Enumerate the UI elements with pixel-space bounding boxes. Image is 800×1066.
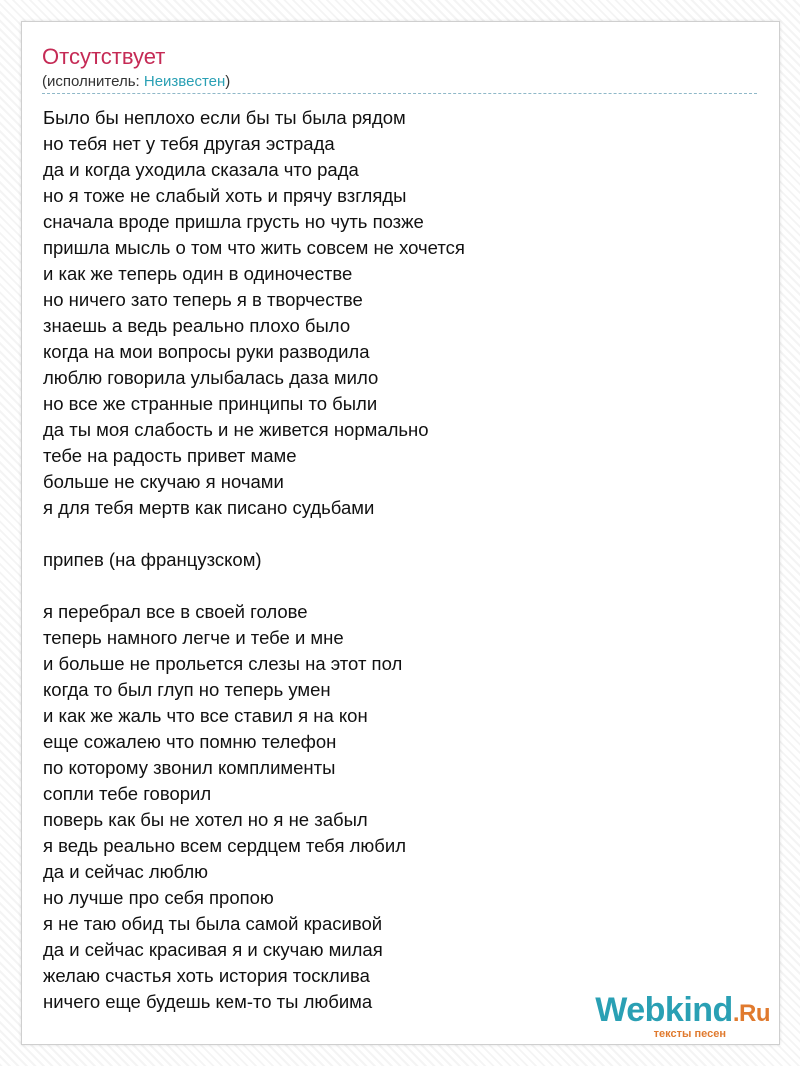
lyric-line: больше не скучаю я ночами	[43, 471, 284, 492]
watermark-brand	[595, 993, 770, 1031]
lyric-line: и больше не прольется слезы на этот пол	[43, 653, 403, 674]
lyric-line: но тебя нет у тебя другая эстрада	[43, 133, 335, 154]
artist-line	[42, 73, 230, 91]
lyric-line: да ты моя слабость и не живется нормально	[43, 419, 429, 440]
lyric-line: я перебрал все в своей голове	[43, 601, 308, 622]
artist-link[interactable]: Неизвестен	[143, 73, 226, 90]
lyric-line: припев (на французском)	[43, 549, 262, 570]
lyrics-block	[43, 105, 465, 1015]
lyric-line: Было бы неплохо если бы ты была рядом	[43, 107, 406, 128]
lyric-line: тебе на радость привет маме	[43, 445, 297, 466]
lyric-line: но ничего зато теперь я в творчестве	[43, 289, 363, 310]
stanza-break	[43, 573, 465, 599]
lyric-line: и как же теперь один в одиночестве	[43, 263, 353, 284]
lyric-line: пришла мысль о том что жить совсем не хочется	[43, 237, 465, 258]
lyric-line: я для тебя мертв как писано судьбами	[43, 497, 375, 518]
lyric-line: люблю говорила улыбалась даза мило	[43, 367, 379, 388]
watermark-tagline: тексты песен	[653, 1028, 726, 1040]
lyric-line: да и сейчас люблю	[43, 861, 208, 882]
watermark-logo	[595, 993, 770, 1040]
lyric-line: но все же странные принципы то были	[43, 393, 378, 414]
watermark-tld: .Ru	[732, 1000, 770, 1027]
lyric-line: я не таю обид ты была самой красивой	[43, 913, 383, 934]
lyric-line: да и когда уходила сказала что рада	[43, 159, 359, 180]
stanza-break	[43, 521, 465, 547]
lyric-line: когда то был глуп но теперь умен	[43, 679, 331, 700]
song-title: Отсутствует	[42, 44, 166, 69]
lyric-line: но лучше про себя пропою	[43, 887, 274, 908]
artist-prefix: (исполнитель:	[42, 73, 144, 90]
lyric-line: желаю счастья хоть история тосклива	[43, 965, 370, 986]
watermark-brand-name: Webkind	[595, 991, 733, 1029]
artist-suffix: )	[225, 73, 231, 90]
lyric-line: когда на мои вопросы руки разводила	[43, 341, 370, 362]
lyric-line: поверь как бы не хотел но я не забыл	[43, 809, 368, 830]
dashed-divider	[42, 93, 757, 94]
lyric-line: знаешь а ведь реально плохо было	[43, 315, 351, 336]
lyric-line: еще сожалею что помню телефон	[43, 731, 337, 752]
lyric-line: ничего еще будешь кем-то ты любима	[43, 991, 373, 1012]
lyric-line: да и сейчас красивая я и скучаю милая	[43, 939, 383, 960]
lyric-line: сопли тебе говорил	[43, 783, 212, 804]
lyric-line: но я тоже не слабый хоть и прячу взгляды	[43, 185, 407, 206]
lyric-line: я ведь реально всем сердцем тебя любил	[43, 835, 407, 856]
lyric-line: по которому звонил комплименты	[43, 757, 336, 778]
lyric-line: сначала вроде пришла грусть но чуть позже	[43, 211, 424, 232]
lyric-line: теперь намного легче и тебе и мне	[43, 627, 344, 648]
lyric-line: и как же жаль что все ставил я на кон	[43, 705, 368, 726]
